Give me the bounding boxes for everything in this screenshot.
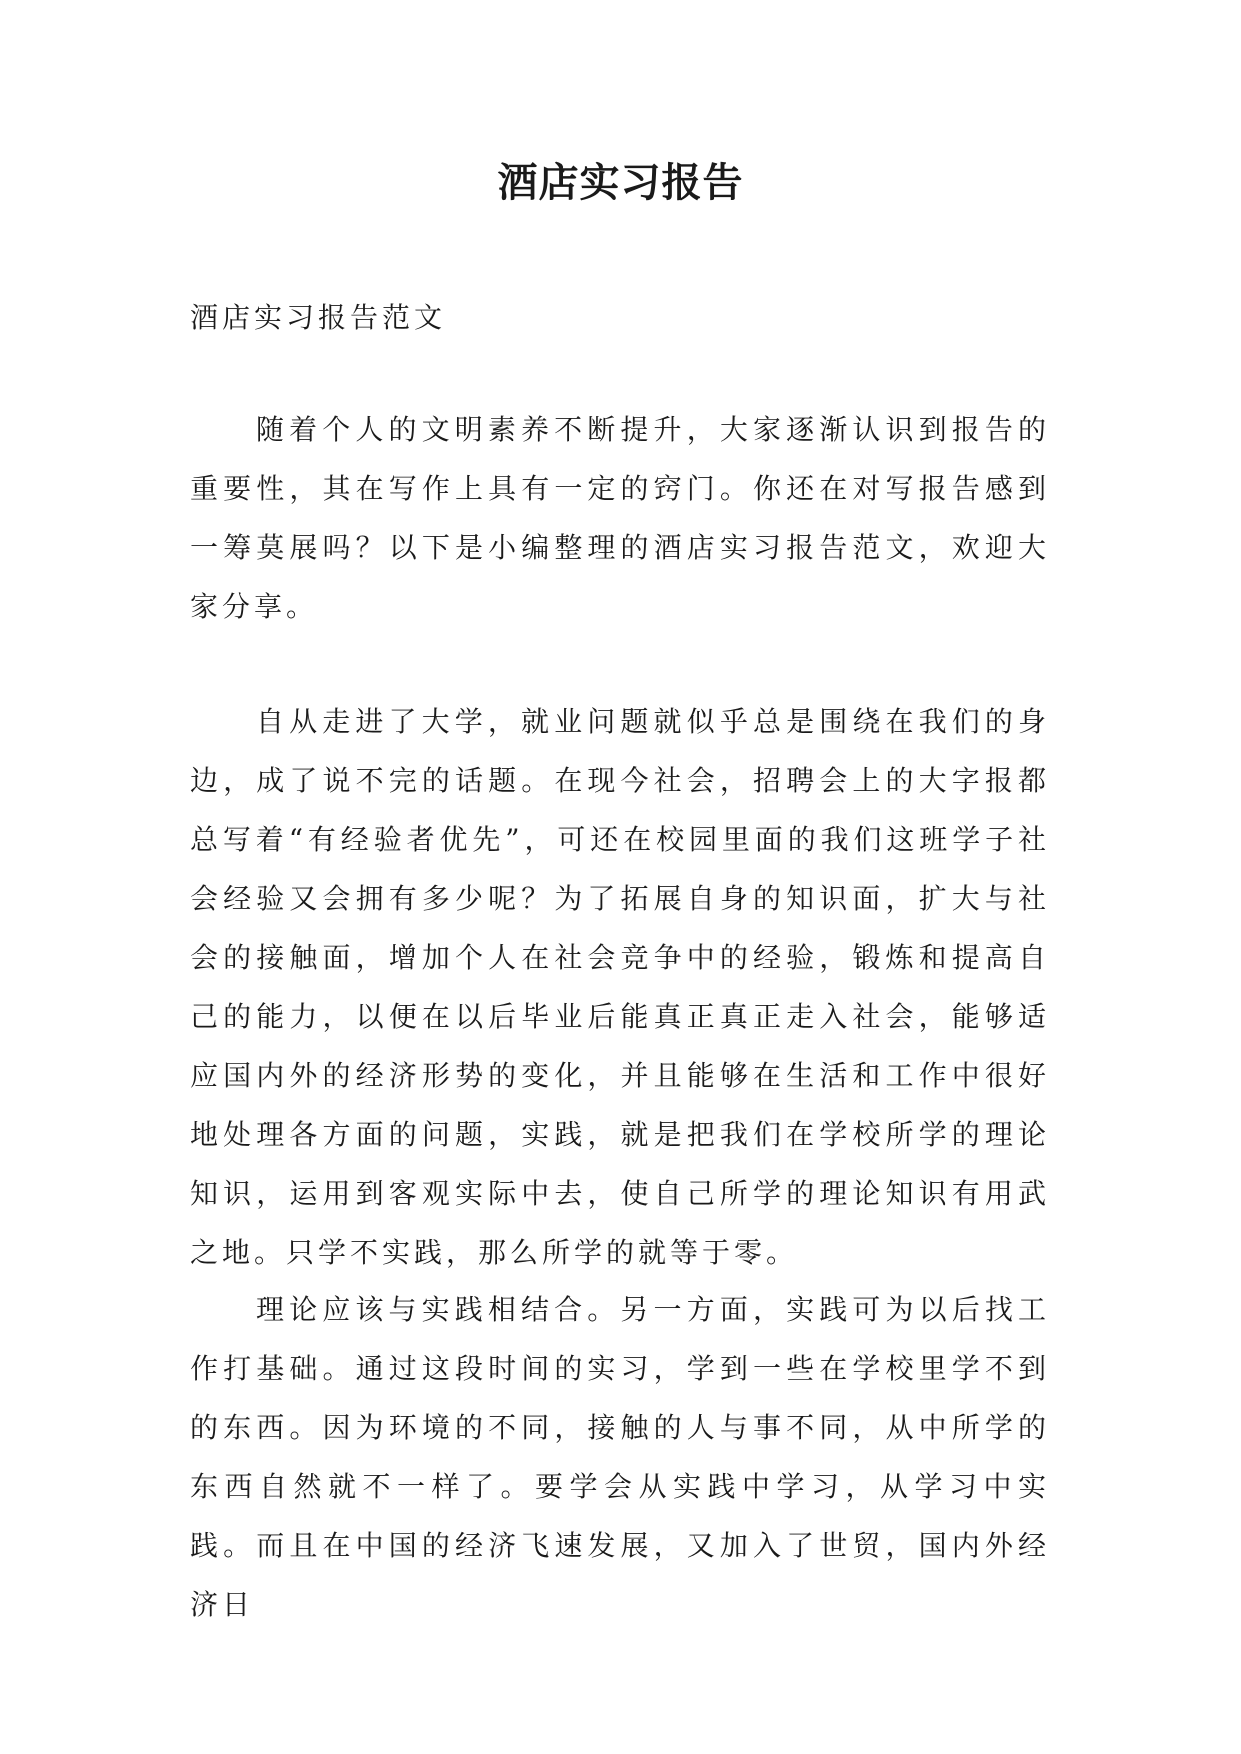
document-title: 酒店实习报告	[497, 159, 744, 206]
paragraph-university: 自从走进了大学，就业问题就似乎总是围绕在我们的身边，成了说不完的话题。在现今社会，招聘会上的大字报都总写着“有经验者优先”，可还在校园里面的我们这班学子社会经验又会拥有多少呢？为了拓展自身的知识面，扩大与社会的接触面，增加个人在社会竞争中的经验，锻炼和提高自己的能力，以便在以后毕业后能真正真正走入社会，能够适应国内外的经济形势的变化，并且能够在生活和工作中很好地处理各方面的问题，实践，就是把我们在学校所学的理论知识，运用到客观实际中去，使自己所学的理论知识有用武之地。只学不实践，那么所学的就等于零。	[190, 705, 1050, 1269]
document-subtitle: 酒店实习报告范文	[190, 301, 447, 334]
paragraph-intro: 随着个人的文明素养不断提升，大家逐渐认识到报告的重要性，其在写作上具有一定的窍门。你还在对写报告感到一筹莫展吗？以下是小编整理的酒店实习报告范文，欢迎大家分享。	[190, 413, 1050, 623]
paragraph-theory-practice: 理论应该与实践相结合。另一方面，实践可为以后找工作打基础。通过这段时间的实习，学到一些在学校里学不到的东西。因为环境的不同，接触的人与事不同，从中所学的东西自然就不一样了。要学会从实践中学习，从学习中实践。而且在中国的经济飞速发展，又加入了世贸，国内外经济日	[190, 1293, 1050, 1621]
